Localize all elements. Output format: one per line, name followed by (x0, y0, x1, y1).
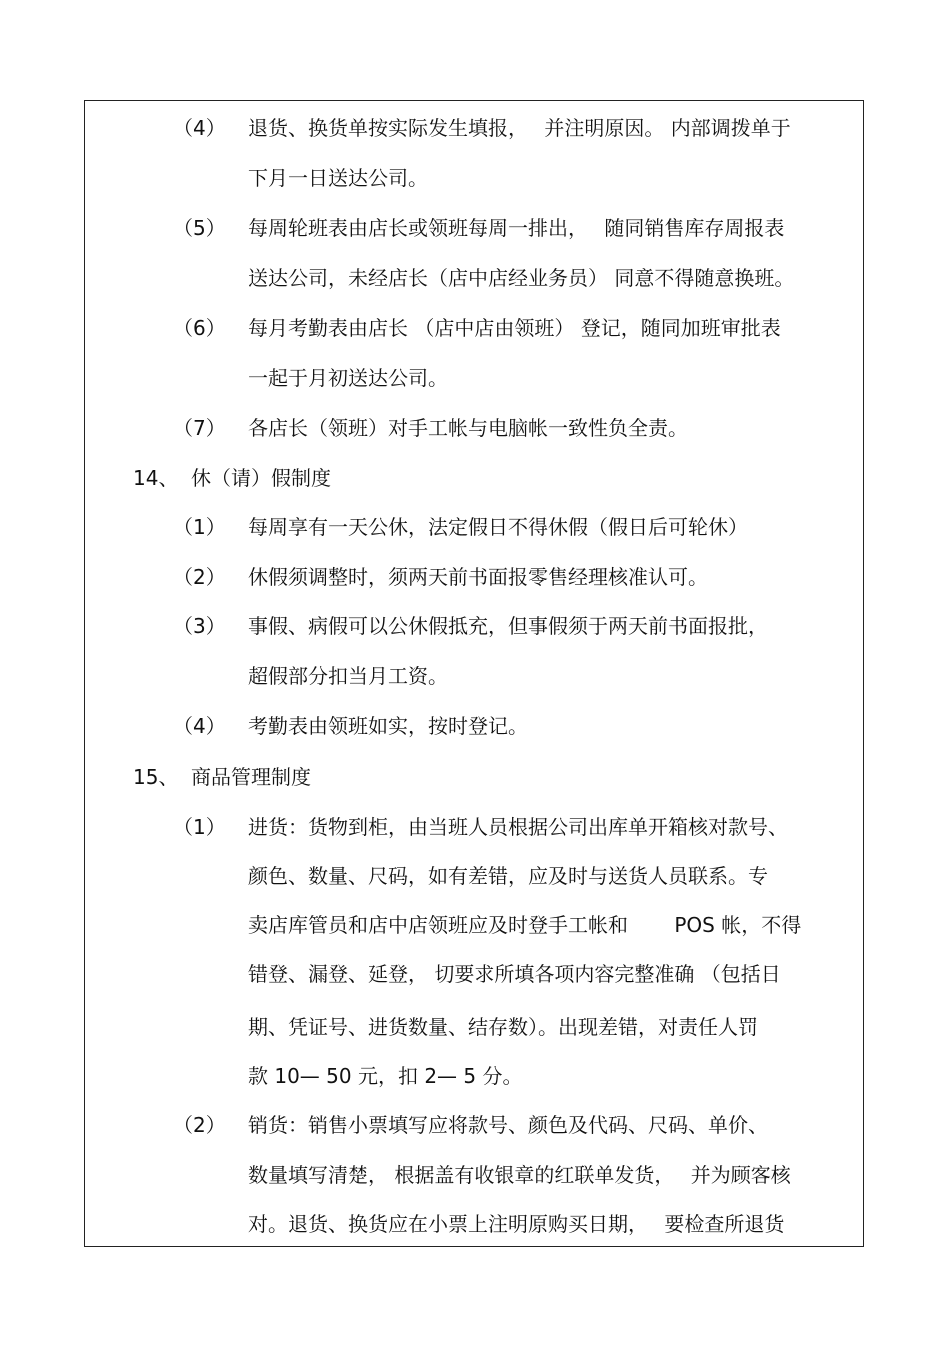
item-text-line: 颜色、数量、尺码，如有差错，应及时与送货人员联系。专 (248, 864, 768, 888)
item-number: （2） (173, 565, 226, 589)
item-text-line: 各店长（领班）对手工帐与电脑帐一致性负全责。 (248, 416, 688, 440)
item-number: （2） (173, 1113, 226, 1137)
item-text-line: 送达公司，未经店长（店中店经业务员） 同意不得随意换班。 (248, 266, 795, 290)
item-text-line: 期、凭证号、进货数量、结存数）。出现差错，对责任人罚 (248, 1015, 758, 1039)
item-text-line: 超假部分扣当月工资。 (248, 664, 448, 688)
item-number: （1） (173, 815, 226, 839)
item-number: （1） (173, 515, 226, 539)
item-text-line: 退货、换货单按实际发生填报， 并注明原因。 内部调拨单于 (248, 116, 791, 140)
item-text-line: 每月考勤表由店长 （店中店由领班） 登记，随同加班审批表 (248, 316, 781, 340)
item-text-line: 每周轮班表由店长或领班每周一排出， 随同销售库存周报表 (248, 216, 785, 240)
item-text-line: 错登、漏登、延登， 切要求所填各项内容完整准确 （包括日 (248, 962, 781, 986)
item-number: （4） (173, 714, 226, 738)
item-text-line: 一起于月初送达公司。 (248, 366, 448, 390)
item-number: （7） (173, 416, 226, 440)
section-number: 15、 (133, 765, 179, 789)
section-number: 14、 (133, 466, 179, 490)
item-text-line: 对。退货、换货应在小票上注明原购买日期， 要检查所退货 (248, 1212, 785, 1236)
item-text-line: 卖店库管员和店中店领班应及时登手工帐和 POS 帐，不得 (248, 913, 802, 937)
item-number: （6） (173, 316, 226, 340)
section-title: 休（请）假制度 (191, 466, 331, 490)
item-number: （3） (173, 614, 226, 638)
item-text-line: 考勤表由领班如实，按时登记。 (248, 714, 528, 738)
item-text-line: 每周享有一天公休，法定假日不得休假（假日后可轮休） (248, 515, 748, 539)
item-text-line: 事假、病假可以公休假抵充，但事假须于两天前书面报批， (248, 614, 768, 638)
item-text-line: 销货：销售小票填写应将款号、颜色及代码、尺码、单价、 (248, 1113, 768, 1137)
item-text-line: 款 10— 50 元，扣 2— 5 分。 (248, 1064, 523, 1088)
item-number: （5） (173, 216, 226, 240)
item-text-line: 进货：货物到柜，由当班人员根据公司出库单开箱核对款号、 (248, 815, 788, 839)
item-text-line: 休假须调整时，须两天前书面报零售经理核准认可。 (248, 565, 708, 589)
item-number: （4） (173, 116, 226, 140)
section-title: 商品管理制度 (191, 765, 311, 789)
item-text-line: 数量填写清楚， 根据盖有收银章的红联单发货， 并为顾客核 (248, 1163, 791, 1187)
item-text-line: 下月一日送达公司。 (248, 166, 428, 190)
